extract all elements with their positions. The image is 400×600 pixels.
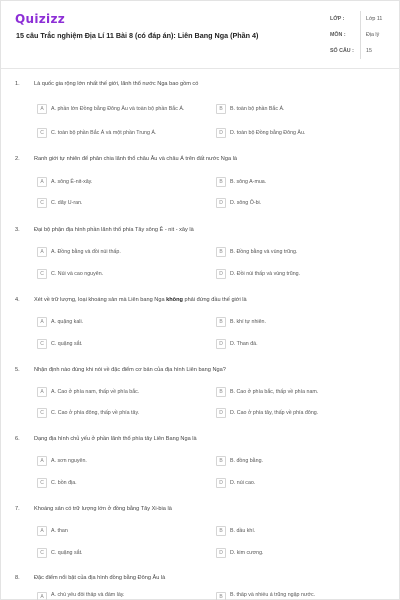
answer-text: D. kim cương. [230, 549, 264, 556]
answer-letter-box: D [216, 408, 226, 418]
answer-text: A. sơn nguyên. [51, 457, 87, 464]
answer-letter-box: C [37, 478, 47, 488]
answer-option-b[interactable] [216, 454, 386, 468]
answer-text: C. toàn bộ phần Bắc Á và một phần Trung Á. [51, 129, 157, 136]
answer-letter-box: C [37, 339, 47, 349]
answer-text: A. than [51, 527, 68, 534]
answer-text: A. Cao ở phía nam, thấp về phía bắc. [51, 388, 140, 395]
answer-option-c[interactable] [37, 267, 207, 281]
emphasis-text: không [166, 297, 183, 303]
question-number: 7. [15, 506, 20, 512]
question-text: Khoáng sản có trữ lượng lớn ở đồng bằng Tây Xi-bia là [34, 506, 172, 512]
answer-option-a[interactable] [37, 245, 207, 259]
answer-text: D. Đồi núi thấp và vùng trũng. [230, 270, 301, 277]
answer-option-b[interactable] [216, 524, 386, 538]
answer-text: D. Cao ở phía tây, thấp về phía đông. [230, 409, 319, 416]
question-number: 6. [15, 436, 20, 442]
answer-option-b[interactable] [216, 175, 386, 189]
answer-letter-box: D [216, 478, 226, 488]
answer-letter-box: D [216, 198, 226, 208]
answer-letter-box: D [216, 269, 226, 279]
answer-text: D. Than đá. [230, 340, 258, 347]
info-value: 15 [366, 48, 372, 54]
answer-option-a[interactable] [37, 315, 207, 329]
answer-text: B. thấp và nhiều á trũng ngập nước. [230, 592, 316, 598]
answer-text: C. dãy U-ran. [51, 199, 83, 206]
answer-text: A. Đồng bằng và đồi núi thấp. [51, 248, 121, 255]
answer-letter-box: C [37, 408, 47, 418]
answer-text: C. Núi và cao nguyên. [51, 270, 104, 277]
question-text: Nhận định nào đúng khi nói về đặc điểm cơ bản của địa hình Liên bang Nga? [34, 367, 226, 373]
answer-letter-box: A [37, 247, 47, 257]
worksheet-title: 15 câu Trắc nghiệm Địa Lí 11 Bài 8 (có đáp án): Liên Bang Nga (Phần 4) [16, 31, 259, 40]
answer-letter-box: A [37, 177, 47, 187]
answer-text: D. sông Ô-bi. [230, 199, 262, 206]
answer-letter-box: A [37, 526, 47, 536]
answer-option-a[interactable] [37, 454, 207, 468]
answer-option-b[interactable] [216, 385, 386, 399]
answer-text: B. khí tự nhiên. [230, 318, 266, 325]
question-number: 4. [15, 297, 20, 303]
answer-option-a[interactable] [37, 175, 207, 189]
answer-text: D. núi cao. [230, 479, 256, 486]
answer-text: A. quặng kali. [51, 318, 84, 325]
answer-letter-box: A [37, 104, 47, 114]
answer-option-d[interactable] [216, 126, 386, 140]
worksheet-info-panel [330, 11, 390, 59]
answer-option-b[interactable] [216, 315, 386, 329]
answer-option-c[interactable] [37, 196, 207, 210]
answer-text: C. quặng sắt. [51, 549, 83, 556]
answer-option-c[interactable] [37, 476, 207, 490]
answer-option-d[interactable] [216, 546, 386, 560]
answer-text: D. toàn bộ Đồng bằng Đông Âu. [230, 129, 306, 136]
question-number: 5. [15, 367, 20, 373]
question-number: 1. [15, 81, 20, 87]
question-text: Đại bộ phận địa hình phần lãnh thổ phía Tây sông Ê - nit - xây là [34, 227, 194, 233]
answer-text: B. toàn bộ phần Bắc Á. [230, 105, 285, 112]
answer-text: C. Cao ở phía đông, thấp về phía tây. [51, 409, 140, 416]
answer-text: B. đồng bằng. [230, 457, 263, 464]
answer-option-c[interactable] [37, 126, 207, 140]
answer-letter-box: B [216, 317, 226, 327]
quizizz-logo: Quizizz [15, 12, 66, 26]
answer-option-a[interactable] [37, 100, 207, 118]
answer-option-b[interactable] [216, 592, 386, 600]
answer-letter-box: C [37, 198, 47, 208]
answer-text: A. sông Ê-nit-xây. [51, 178, 93, 185]
question-text: Xét về trữ lượng, loại khoáng sản mà Liên bang Nga không phải đứng đầu thế giới là [34, 297, 247, 303]
question-text: Ranh giới tự nhiên để phân chia lãnh thổ châu Âu và châu Á trên đất nước Nga là [34, 156, 237, 162]
info-label: LỚP : [330, 16, 345, 22]
answer-letter-box: D [216, 128, 226, 138]
answer-text: A. phần lớn Đồng bằng Đông Âu và toàn bộ phần Bắc Á. [51, 105, 185, 112]
answer-letter-box: B [216, 387, 226, 397]
answer-letter-box: D [216, 339, 226, 349]
answer-letter-box: B [216, 104, 226, 114]
answer-option-c[interactable] [37, 406, 207, 420]
question-number: 2. [15, 156, 20, 162]
answer-option-d[interactable] [216, 267, 386, 281]
answer-letter-box: B [216, 456, 226, 466]
answer-option-d[interactable] [216, 406, 386, 420]
question-text: Đặc điểm nổi bật của địa hình đồng bằng Đông Âu là [34, 575, 166, 581]
answer-letter-box: A [37, 387, 47, 397]
info-label: MÔN : [330, 32, 346, 38]
answer-option-b[interactable] [216, 245, 386, 259]
header-divider [1, 68, 400, 69]
answer-option-a[interactable] [37, 524, 207, 538]
answer-option-a[interactable] [37, 592, 207, 600]
answer-letter-box: A [37, 317, 47, 327]
answer-text: C. bồn địa. [51, 479, 77, 486]
answer-letter-box: A [37, 592, 47, 600]
answer-letter-box: C [37, 128, 47, 138]
answer-option-a[interactable] [37, 385, 207, 399]
info-divider [360, 11, 361, 59]
answer-option-c[interactable] [37, 546, 207, 560]
question-text: Là quốc gia rộng lớn nhất thế giới, lãnh thổ nước Nga bao gồm có [34, 81, 199, 87]
question-text: Dạng địa hình chủ yếu ở phần lãnh thổ phía tây Liên Bang Nga là [34, 436, 197, 442]
answer-option-c[interactable] [37, 337, 207, 351]
info-value: Lớp 11 [366, 16, 383, 22]
question-number: 8. [15, 575, 20, 581]
answer-letter-box: B [216, 526, 226, 536]
answer-text: B. Cao ở phía bắc, thấp về phía nam. [230, 388, 319, 395]
info-value: Địa lý [366, 32, 380, 38]
answer-letter-box: B [216, 247, 226, 257]
answer-letter-box: C [37, 269, 47, 279]
answer-option-d[interactable] [216, 337, 386, 351]
question-number: 3. [15, 227, 20, 233]
answer-option-d[interactable] [216, 476, 386, 490]
answer-text: B. sông A-mua. [230, 178, 267, 185]
answer-letter-box: D [216, 548, 226, 558]
answer-option-d[interactable] [216, 196, 386, 210]
answer-letter-box: A [37, 456, 47, 466]
info-label: SỐ CÂU : [330, 48, 354, 54]
answer-letter-box: C [37, 548, 47, 558]
answer-option-b[interactable] [216, 102, 386, 116]
answer-text: A. chủ yếu đồi thấp và đầm lầy. [51, 592, 125, 598]
answer-text: B. Đồng bằng và vùng trũng. [230, 248, 298, 255]
answer-letter-box: B [216, 177, 226, 187]
answer-text: B. dầu khí. [230, 527, 256, 534]
answer-letter-box: B [216, 592, 226, 600]
answer-text: C. quặng sắt. [51, 340, 83, 347]
